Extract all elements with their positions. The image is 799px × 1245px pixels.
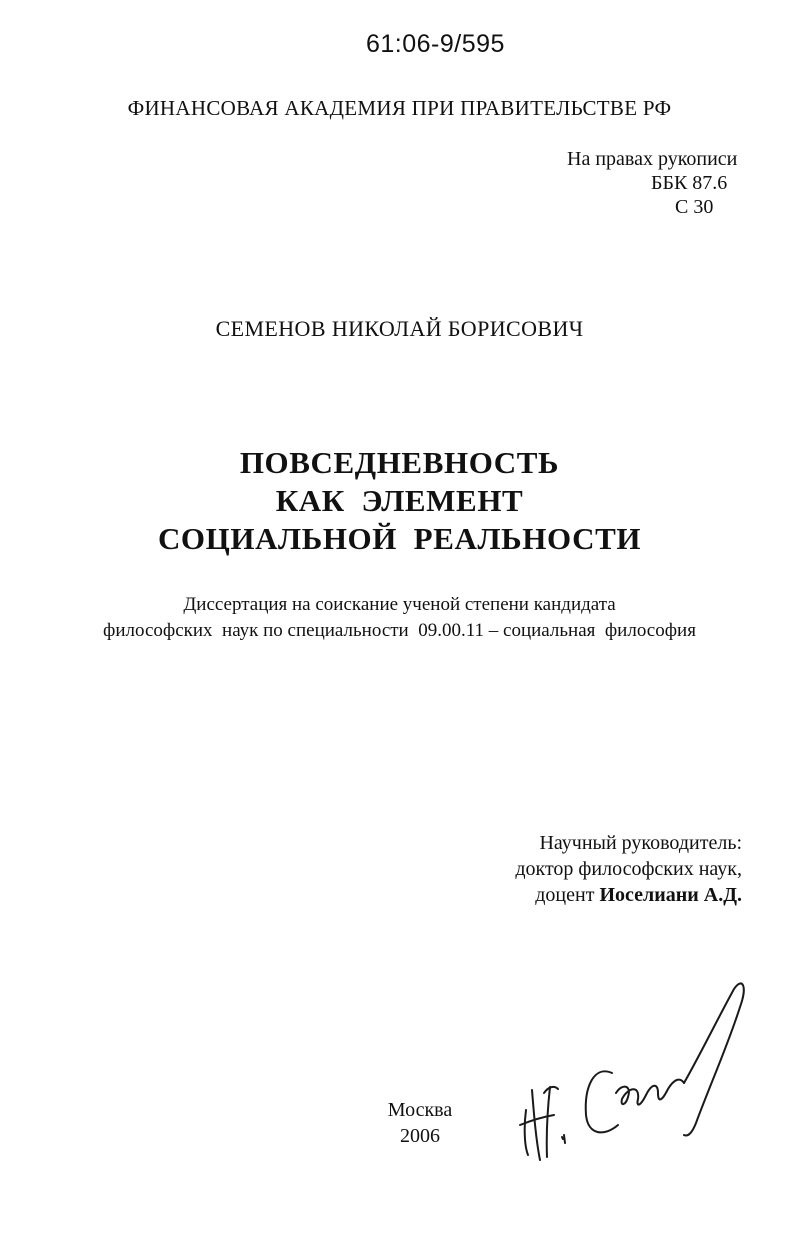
catalog-number: 61:06-9/595	[366, 30, 505, 58]
supervisor-label: Научный руководитель:	[539, 832, 742, 854]
signature-stroke	[684, 983, 744, 1135]
supervisor-name: Иоселиани А.Д.	[599, 884, 742, 906]
signature-stroke	[532, 1090, 540, 1160]
signature-stroke	[564, 1135, 565, 1143]
dissertation-title	[0, 444, 799, 558]
signature-stroke	[586, 1071, 618, 1132]
supervisor-block	[515, 830, 742, 908]
subtitle-line-2: философских наук по специальности 09.00.11 – социальная философия	[103, 620, 696, 641]
year: 2006	[400, 1125, 440, 1147]
title-line-2: КАК ЭЛЕМЕНТ	[275, 483, 524, 518]
signature-stroke	[562, 1137, 563, 1139]
signature-stroke	[547, 1087, 550, 1157]
place-and-year	[370, 1097, 470, 1149]
title-line-1: ПОВСЕДНЕВНОСТЬ	[239, 445, 560, 480]
rights-notice: На правах рукописи	[567, 148, 738, 170]
signature-stroke	[525, 1110, 528, 1155]
subtitle-line-1: Диссертация на соискание ученой степени кандидата	[183, 594, 616, 615]
author-name: СЕМЕНОВ НИКОЛАЙ БОРИСОВИЧ	[215, 316, 584, 341]
signature-stroke	[544, 1087, 558, 1093]
title-line-3: СОЦИАЛЬНОЙ РЕАЛЬНОСТИ	[157, 521, 642, 556]
signature-stroke	[616, 1080, 684, 1105]
institution-name: ФИНАНСОВАЯ АКАДЕМИЯ ПРИ ПРАВИТЕЛЬСТВЕ РФ	[127, 96, 672, 120]
supervisor-rank: доцент	[535, 884, 595, 906]
supervisor-name-line	[515, 882, 742, 908]
bbk-code: ББК 87.6	[651, 172, 728, 194]
city: Москва	[387, 1099, 453, 1121]
dissertation-subtitle	[0, 592, 799, 644]
handwritten-signature	[512, 975, 752, 1170]
author-sign: С 30	[675, 196, 714, 218]
supervisor-degree: доктор философских наук,	[515, 858, 742, 880]
